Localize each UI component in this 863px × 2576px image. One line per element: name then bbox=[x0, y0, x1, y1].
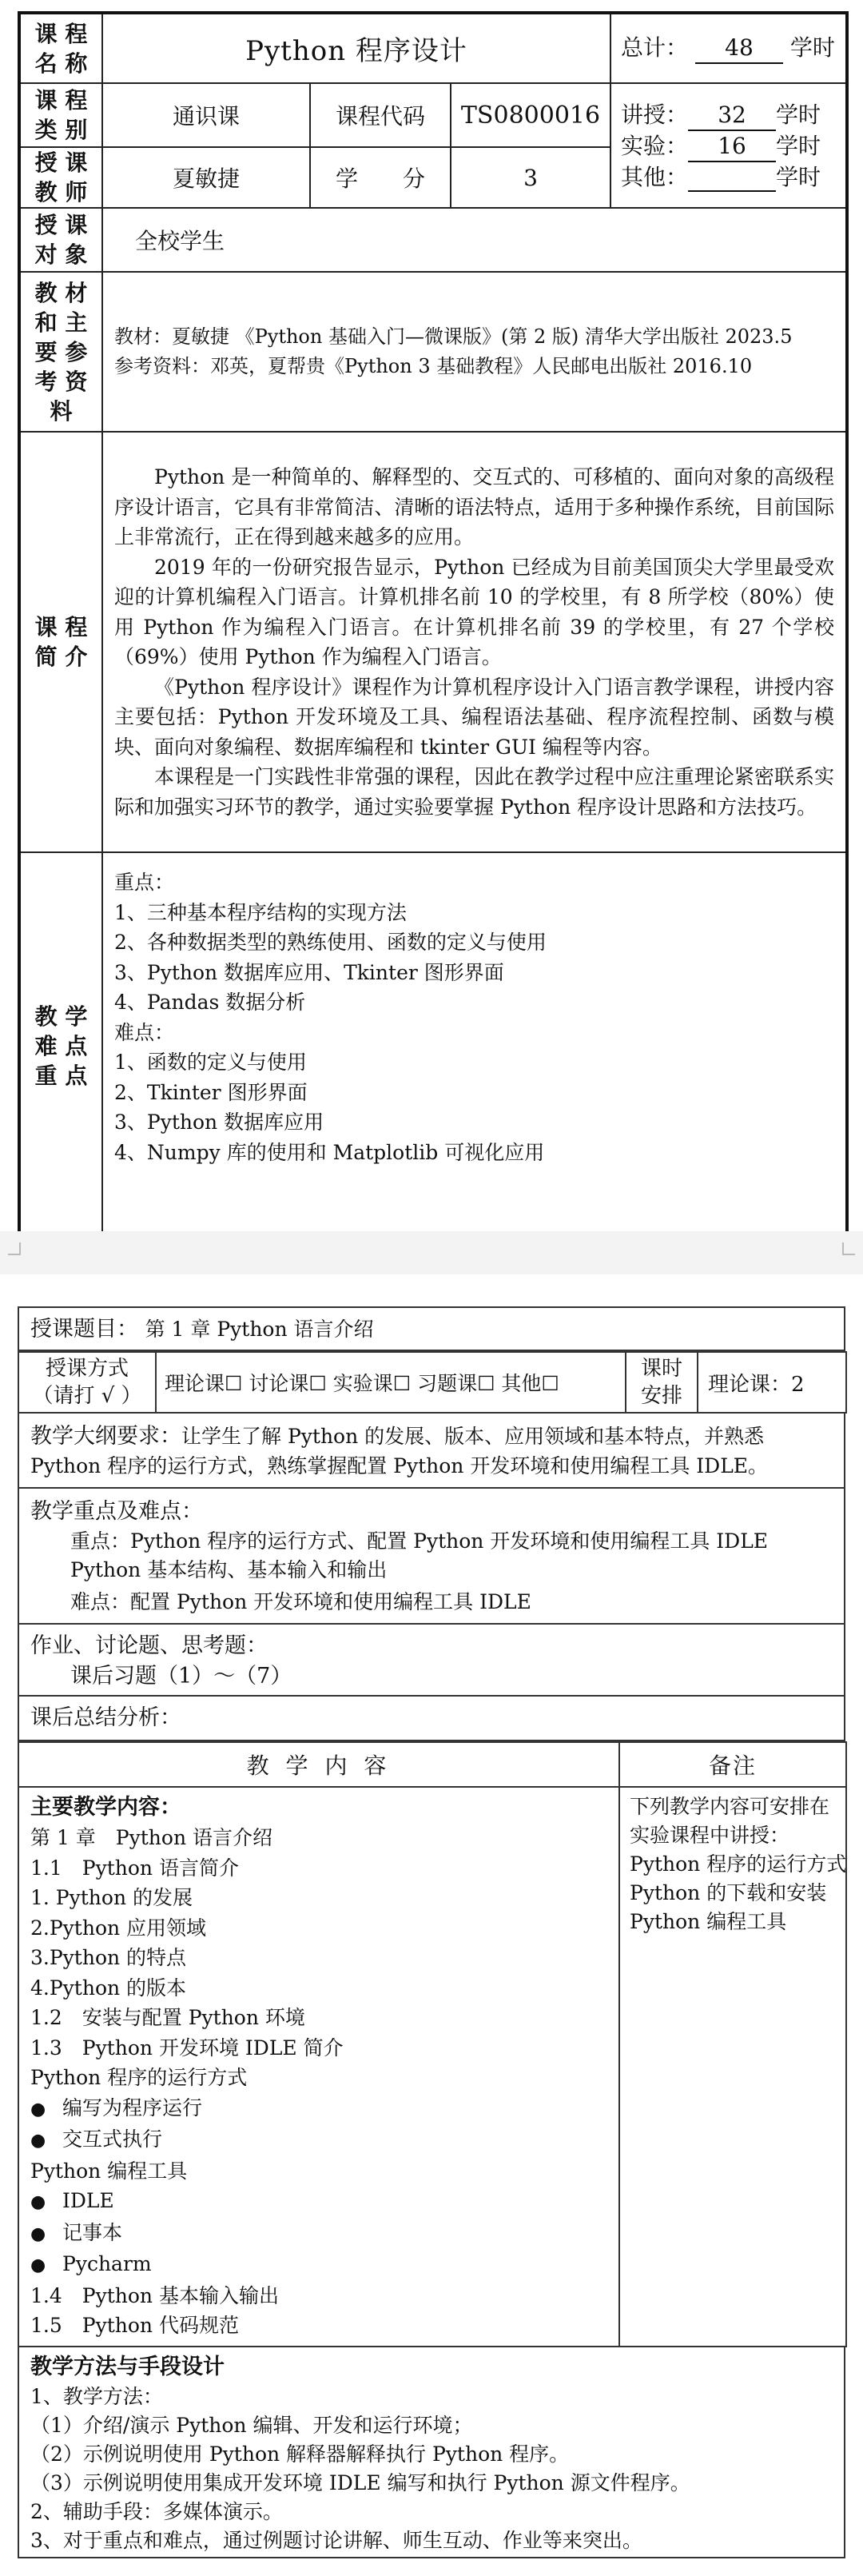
intro-paragraph: 2019 年的一份研究报告显示，Python 已经成为目前美国顶尖大学里最受欢迎的计算机编程入门语言。计算机排名前 10 的学校里，有 8 所学校（80%）使用 Python 作为编程入门语言。在计算机排名前 39 的学校里，有 27 个学校（69%）使用 Python 作为编程入门语言。 bbox=[114, 555, 835, 668]
method-options[interactable]: 理论课☐ 讨论课☐ 实验课☐ 习题课☐ 其他☐ bbox=[156, 1352, 626, 1413]
content-line: 4.Python 的版本 bbox=[30, 1976, 187, 2000]
methods-row bbox=[18, 2347, 845, 2558]
focus-row bbox=[18, 1489, 845, 1625]
content-line: 1.4 Python 基本输入输出 bbox=[30, 2283, 279, 2307]
keypoint-line: 2、各种数据类型的熟练使用、函数的定义与使用 bbox=[114, 931, 547, 954]
teacher-label: 授 课 教 师 bbox=[19, 147, 102, 208]
topic: 第 1 章 Python 语言介绍 bbox=[145, 1318, 374, 1341]
crop-mark bbox=[8, 1242, 21, 1255]
total-hours-value: 48 bbox=[695, 33, 783, 64]
audience: 全校学生 bbox=[102, 208, 847, 272]
method-row bbox=[18, 1351, 847, 1414]
keypoint-line: 难点： bbox=[114, 1020, 175, 1044]
topic-row bbox=[18, 1306, 845, 1351]
course-info-table bbox=[18, 11, 845, 1242]
intro-label: 课 程 简 介 bbox=[19, 432, 102, 852]
schedule-value: 理论课：2 bbox=[698, 1352, 846, 1413]
syllabus-text: 让学生了解 Python 的发展、版本、应用领域和基本特点，并熟悉 Python 程序的运行方式，熟练掌握配置 Python 开发环境和使用编程工具 IDLE。 bbox=[30, 1425, 769, 1477]
keypoint-line: 1、三种基本程序结构的实现方法 bbox=[114, 900, 407, 924]
course-type: 通识课 bbox=[102, 83, 310, 147]
hours-breakdown: 讲授： 32 学时 实验： 16 学时 其他： 学时 bbox=[610, 83, 847, 208]
content-bullet-item: ● 记事本 bbox=[30, 2218, 607, 2250]
course-code-label: 课程代码 bbox=[310, 83, 451, 147]
intro-paragraph: Python 是一种简单的、解释型的、交互式的、可移植的、面向对象的高级程序设计语言，它具有非常简洁、清晰的语法特点，适用于多种操作系统，目前国际上非常流行，正在得到越来越多的应用。 bbox=[114, 465, 835, 548]
keypoint-line: 2、Tkinter 图形界面 bbox=[114, 1080, 308, 1104]
lesson-plan bbox=[18, 1306, 845, 2558]
content-line: Python 编程工具 bbox=[30, 2159, 188, 2183]
methods-line: （3）示例说明使用集成开发环境 IDLE 编写和执行 Python 源文件程序。 bbox=[30, 2471, 690, 2494]
keypoint-line: 4、Pandas 数据分析 bbox=[114, 991, 306, 1014]
remarks-body bbox=[619, 1787, 846, 2347]
content-table bbox=[18, 1741, 847, 2347]
content-lines bbox=[30, 1823, 607, 2341]
keypoints-label: 教 学 难 点 重 点 bbox=[19, 852, 102, 1241]
methods-line: 3、对于重点和难点，通过例题讨论讲解、师生互动、作业等来突出。 bbox=[30, 2529, 642, 2552]
focus-line: Python 基本结构、基本输入和输出 bbox=[70, 1558, 388, 1581]
content-bullet-item: ● Pycharm bbox=[30, 2249, 607, 2281]
focus-line: 重点：Python 程序的运行方式、配置 Python 开发环境和使用编程工具 IDLE bbox=[70, 1529, 769, 1553]
teacher: 夏敏捷 bbox=[102, 147, 310, 208]
syllabus-label: 教学大纲要求： bbox=[30, 1424, 181, 1449]
methods-line: 1、教学方法： bbox=[30, 2385, 163, 2408]
keypoint-line: 1、函数的定义与使用 bbox=[114, 1051, 307, 1074]
keypoint-line: 3、Python 数据库应用、Tkinter 图形界面 bbox=[114, 960, 504, 984]
remark-line: Python 的下载和安装 bbox=[630, 1881, 827, 1904]
content-line: 1.3 Python 开发环境 IDLE 简介 bbox=[30, 2036, 344, 2060]
homework-label: 作业、讨论题、思考题： bbox=[30, 1633, 268, 1658]
method-label: 授课方式 （请打 √ ） bbox=[18, 1352, 156, 1413]
textbook-line: 教材：夏敏捷 《Python 基础入门—微课版》(第 2 版) 清华大学出版社 2023.5 bbox=[114, 325, 793, 348]
intro-paragraph: 本课程是一门实践性非常强的课程，因此在教学过程中应注重理论紧密联系实际和加强实习环节的教学，通过实验要掌握 Python 程序设计思路和方法技巧。 bbox=[114, 765, 835, 819]
focus-line: 难点：配置 Python 开发环境和使用编程工具 IDLE bbox=[70, 1590, 531, 1613]
remark-line: 实验课程中讲授： bbox=[630, 1824, 790, 1847]
content-header: 教 学 内 容 bbox=[18, 1742, 619, 1787]
keypoint-line: 重点： bbox=[114, 871, 175, 894]
lecture-hours: 32 bbox=[688, 100, 776, 131]
content-line: 第 1 章 Python 语言介绍 bbox=[30, 1826, 272, 1849]
course-name: Python 程序设计 bbox=[102, 13, 610, 83]
audience-label: 授 课 对 象 bbox=[19, 208, 102, 272]
remark-line: Python 编程工具 bbox=[630, 1910, 787, 1933]
syllabus-row bbox=[18, 1414, 845, 1489]
content-line: 3.Python 的特点 bbox=[30, 1946, 187, 1969]
keypoints bbox=[102, 852, 847, 1241]
methods-line: （1）介绍/演示 Python 编辑、开发和运行环境； bbox=[30, 2414, 473, 2437]
content-line: 1.1 Python 语言简介 bbox=[30, 1856, 239, 1880]
course-code: TS0800016 bbox=[451, 83, 610, 147]
course-type-label: 课 程 类 别 bbox=[19, 83, 102, 147]
methods-line: （2）示例说明使用 Python 解释器解释执行 Python 程序。 bbox=[30, 2442, 570, 2466]
methods-line: 2、辅助手段：多媒体演示。 bbox=[30, 2500, 283, 2523]
textbook-label: 教 材 和 主 要 参 考 资 料 bbox=[19, 272, 102, 432]
content-line: 1.5 Python 代码规范 bbox=[30, 2314, 239, 2337]
topic-label: 授课题目： bbox=[30, 1317, 138, 1342]
keypoint-line: 3、Python 数据库应用 bbox=[114, 1111, 324, 1134]
content-line: 1. Python 的发展 bbox=[30, 1886, 193, 1909]
content-bullet-item: ● IDLE bbox=[30, 2186, 607, 2218]
content-line: Python 程序的运行方式 bbox=[30, 2066, 248, 2089]
content-bullet-item: ● 交互式执行 bbox=[30, 2124, 607, 2156]
credits-label: 学 分 bbox=[310, 147, 451, 208]
course-name-label: 课 程 名 称 bbox=[19, 13, 102, 83]
total-hours: 总计： 48 学时 bbox=[610, 13, 847, 83]
credits: 3 bbox=[451, 147, 610, 208]
remark-line: 下列教学内容可安排在 bbox=[630, 1795, 830, 1818]
content-body bbox=[18, 1787, 619, 2347]
homework: 课后习题（1）～（7） bbox=[70, 1664, 292, 1689]
content-line: 1.2 安装与配置 Python 环境 bbox=[30, 2006, 305, 2029]
summary-label: 课后总结分析： bbox=[30, 1705, 181, 1730]
content-bullet-item: ● 编写为程序运行 bbox=[30, 2093, 607, 2125]
homework-row bbox=[18, 1625, 845, 1697]
summary-row bbox=[18, 1697, 845, 1741]
other-hours bbox=[688, 166, 776, 192]
page-break bbox=[0, 1231, 863, 1274]
content-line: 2.Python 应用领域 bbox=[30, 1916, 207, 1940]
course-intro bbox=[102, 432, 847, 852]
textbook-info bbox=[102, 272, 847, 432]
reference-line: 参考资料：邓英，夏帮贵《Python 3 基础教程》人民邮电出版社 2016.10 bbox=[114, 355, 753, 377]
keypoint-line: 4、Numpy 库的使用和 Matplotlib 可视化应用 bbox=[114, 1140, 545, 1164]
remarks-header: 备注 bbox=[619, 1742, 846, 1787]
lab-hours: 16 bbox=[688, 131, 776, 162]
focus-label: 教学重点及难点： bbox=[30, 1499, 203, 1524]
intro-paragraph: 《Python 程序设计》课程作为计算机程序设计入门语言教学课程，讲授内容主要包括：Python 开发环境及工具、编程语法基础、程序流程控制、函数与模块、面向对象编程、数据库编程和 tkinter GUI 编程等内容。 bbox=[114, 675, 835, 759]
remark-line: Python 程序的运行方式 bbox=[630, 1852, 847, 1876]
content-title: 主要教学内容： bbox=[30, 1795, 181, 1820]
schedule-label: 课时 安排 bbox=[626, 1352, 698, 1413]
crop-mark bbox=[842, 1242, 855, 1255]
methods-title: 教学方法与手段设计 bbox=[30, 2355, 225, 2379]
